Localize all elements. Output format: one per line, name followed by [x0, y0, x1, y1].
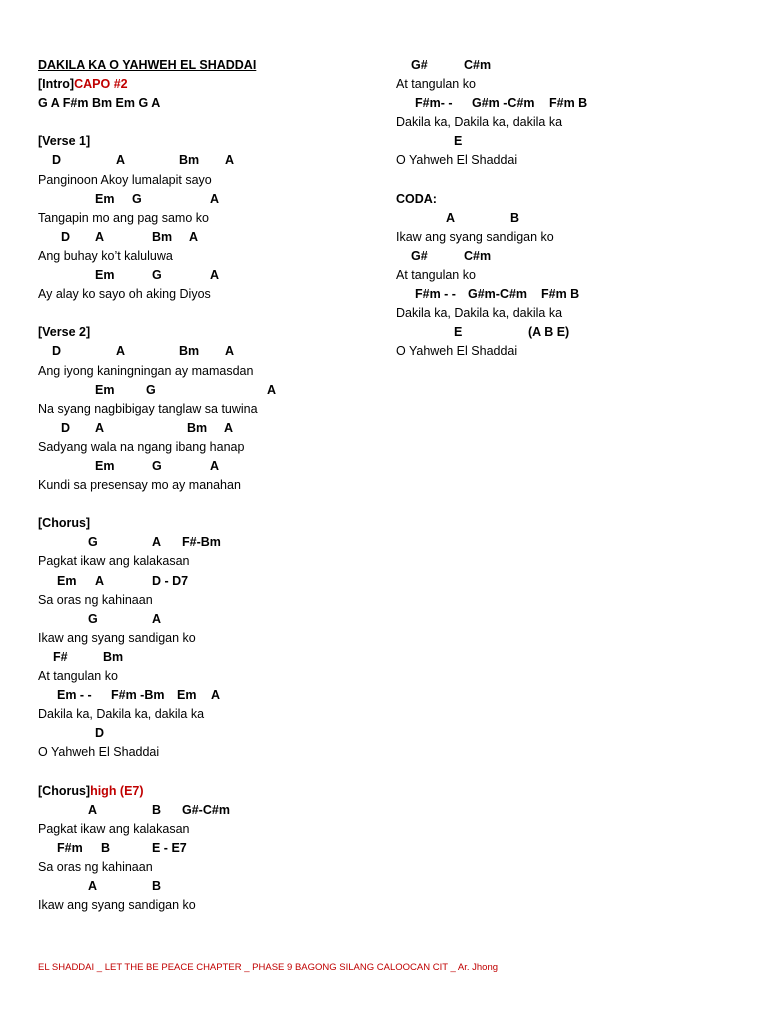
chord: E [454, 325, 463, 340]
lyric-line: At tangulan ko [38, 669, 118, 683]
lyric-line: Ang buhay ko’t kaluluwa [38, 248, 173, 263]
chord: F#m- - [415, 96, 453, 111]
chord: F# [53, 649, 68, 664]
chord: F#m [57, 840, 83, 855]
lyric-line: O Yahweh El Shaddai [396, 344, 518, 359]
chord: A [152, 535, 162, 550]
chord: A [88, 802, 98, 817]
chord: Bm [103, 649, 124, 664]
chord-line [396, 247, 736, 266]
chord-line [396, 323, 736, 342]
chord: G#m-C#m [468, 287, 528, 302]
chord: Em [95, 382, 115, 397]
chord: G [88, 535, 98, 550]
lyric-line: Panginoon Akoy lumalapit sayo [38, 172, 212, 187]
chord: Bm [179, 344, 200, 359]
lyric-line: Ang iyong kaningningan ay mamasdan [38, 363, 254, 378]
lyric-line: Ikaw ang syang sandigan ko [396, 229, 554, 244]
chord: A [189, 229, 199, 244]
chord: Em - - [57, 688, 92, 703]
chord: D [95, 726, 105, 741]
chord: D - D7 [152, 573, 189, 588]
chord: A [152, 611, 162, 626]
chord: A [88, 879, 98, 894]
chord-line [38, 342, 368, 361]
chord: D [52, 153, 62, 168]
chord: A [446, 210, 456, 225]
chord-line [396, 56, 736, 75]
lyric-line: O Yahweh El Shaddai [396, 153, 518, 168]
chord-line [396, 94, 736, 113]
chord: A [225, 344, 235, 359]
lyric-line: At tangulan ko [396, 268, 476, 283]
lyric-line: Tangapin mo ang pag samo ko [38, 210, 209, 225]
chord-line [38, 572, 368, 591]
chord: E [454, 134, 463, 149]
intro-header [38, 75, 368, 94]
chord-line [38, 419, 368, 438]
chord: E - E7 [152, 840, 187, 855]
lyric-line: Sa oras ng kahinaan [38, 592, 153, 607]
right-column [396, 56, 736, 362]
chord: A [95, 420, 105, 435]
intro-label: [Intro] [38, 77, 75, 92]
chord: G#m -C#m [472, 96, 535, 111]
chord: C#m [464, 58, 492, 72]
chord: A [225, 153, 235, 168]
lyric-line: Dakila ka, Dakila ka, dakila ka [396, 115, 563, 130]
lyric-line: Dakila ka, Dakila ka, dakila ka [396, 306, 563, 321]
chord-line [396, 209, 736, 228]
chorus-label: [Chorus] [38, 783, 91, 798]
chord-line [38, 190, 368, 209]
intro-chords: G A F#m Bm Em G A [38, 96, 161, 111]
lyric-line: At tangulan ko [396, 77, 476, 92]
chord-line [38, 151, 368, 170]
chord: B [101, 840, 111, 855]
lyric-line: O Yahweh El Shaddai [38, 745, 160, 760]
chord: A [116, 344, 126, 359]
chord: Em [57, 573, 77, 588]
chord-line [38, 266, 368, 285]
chord: A [210, 191, 220, 206]
chorus-high-header [38, 782, 368, 801]
chord-line [38, 839, 368, 858]
chord-line [38, 686, 368, 705]
chord: Em [95, 268, 115, 283]
chord: Bm [152, 229, 173, 244]
chord-line [38, 228, 368, 247]
chord: A [211, 688, 221, 703]
chord: Em [177, 688, 197, 703]
chord: G [146, 382, 156, 397]
lyric-line: Dakila ka, Dakila ka, dakila ka [38, 707, 205, 722]
chord-line [38, 801, 368, 820]
chord-line [38, 610, 368, 629]
chord: Bm [187, 420, 208, 435]
chord: F#-Bm [182, 535, 221, 550]
chord: G#-C#m [182, 802, 230, 817]
chord: Em [95, 191, 115, 206]
chord: A [116, 153, 126, 168]
chord-line [38, 381, 368, 400]
key-change-note: high (E7) [90, 783, 144, 798]
chord: F#m B [541, 287, 580, 302]
chord: G# [411, 58, 428, 72]
chord-line [396, 132, 736, 151]
chord: B [152, 802, 162, 817]
lyric-line: Pagkat ikaw ang kalakasan [38, 821, 190, 836]
chord-line [38, 457, 368, 476]
chord-line [38, 724, 368, 743]
verse2-label: [Verse 2] [38, 325, 91, 340]
chord: (A B E) [528, 325, 570, 340]
lyric-line: Sa oras ng kahinaan [38, 859, 153, 874]
chord: G [132, 191, 142, 206]
lyric-line: Na syang nagbibigay tanglaw sa tuwina [38, 401, 258, 416]
chord: B [510, 210, 520, 225]
chord: A [267, 382, 277, 397]
chord: C#m [464, 248, 492, 263]
chord: A [210, 268, 220, 283]
chord-line [38, 648, 368, 667]
chord: F#m B [549, 96, 588, 111]
chord: D [61, 229, 71, 244]
chord: F#m -Bm [111, 688, 165, 703]
chord: A [95, 229, 105, 244]
chord: Em [95, 458, 115, 473]
chorus-label: [Chorus] [38, 516, 91, 531]
chord: B [152, 879, 162, 894]
chord: A [210, 458, 220, 473]
lyric-line: Ay alay ko sayo oh aking Diyos [38, 287, 211, 302]
chord: A [224, 420, 234, 435]
lyric-line: Pagkat ikaw ang kalakasan [38, 554, 190, 569]
verse1-label: [Verse 1] [38, 134, 91, 149]
chord: G# [411, 248, 428, 263]
capo-note: CAPO #2 [74, 77, 128, 92]
chord-line [38, 877, 368, 896]
chord-line [396, 285, 736, 304]
lyric-line: Ikaw ang syang sandigan ko [38, 630, 196, 645]
lyric-line: Ikaw ang syang sandigan ko [38, 898, 196, 913]
song-title: DAKILA KA O YAHWEH EL SHADDAI [38, 58, 257, 72]
chord-line [38, 533, 368, 552]
footer-credit: EL SHADDAI _ LET THE BE PEACE CHAPTER _ PHASE 9 BAGONG SILANG CALOOCAN CIT _ Ar. Jhong [38, 962, 499, 973]
chord: G [88, 611, 98, 626]
lyric-line: Kundi sa presensay mo ay manahan [38, 478, 241, 493]
chord: G [152, 458, 162, 473]
lyric-line: Sadyang wala na ngang ibang hanap [38, 439, 245, 454]
chord: A [95, 573, 105, 588]
left-column [38, 56, 368, 915]
chord: D [61, 420, 71, 435]
chord: G [152, 268, 162, 283]
chord: D [52, 344, 62, 359]
chord: F#m - - [415, 287, 456, 302]
chord: Bm [179, 153, 200, 168]
coda-label: CODA: [396, 191, 437, 206]
